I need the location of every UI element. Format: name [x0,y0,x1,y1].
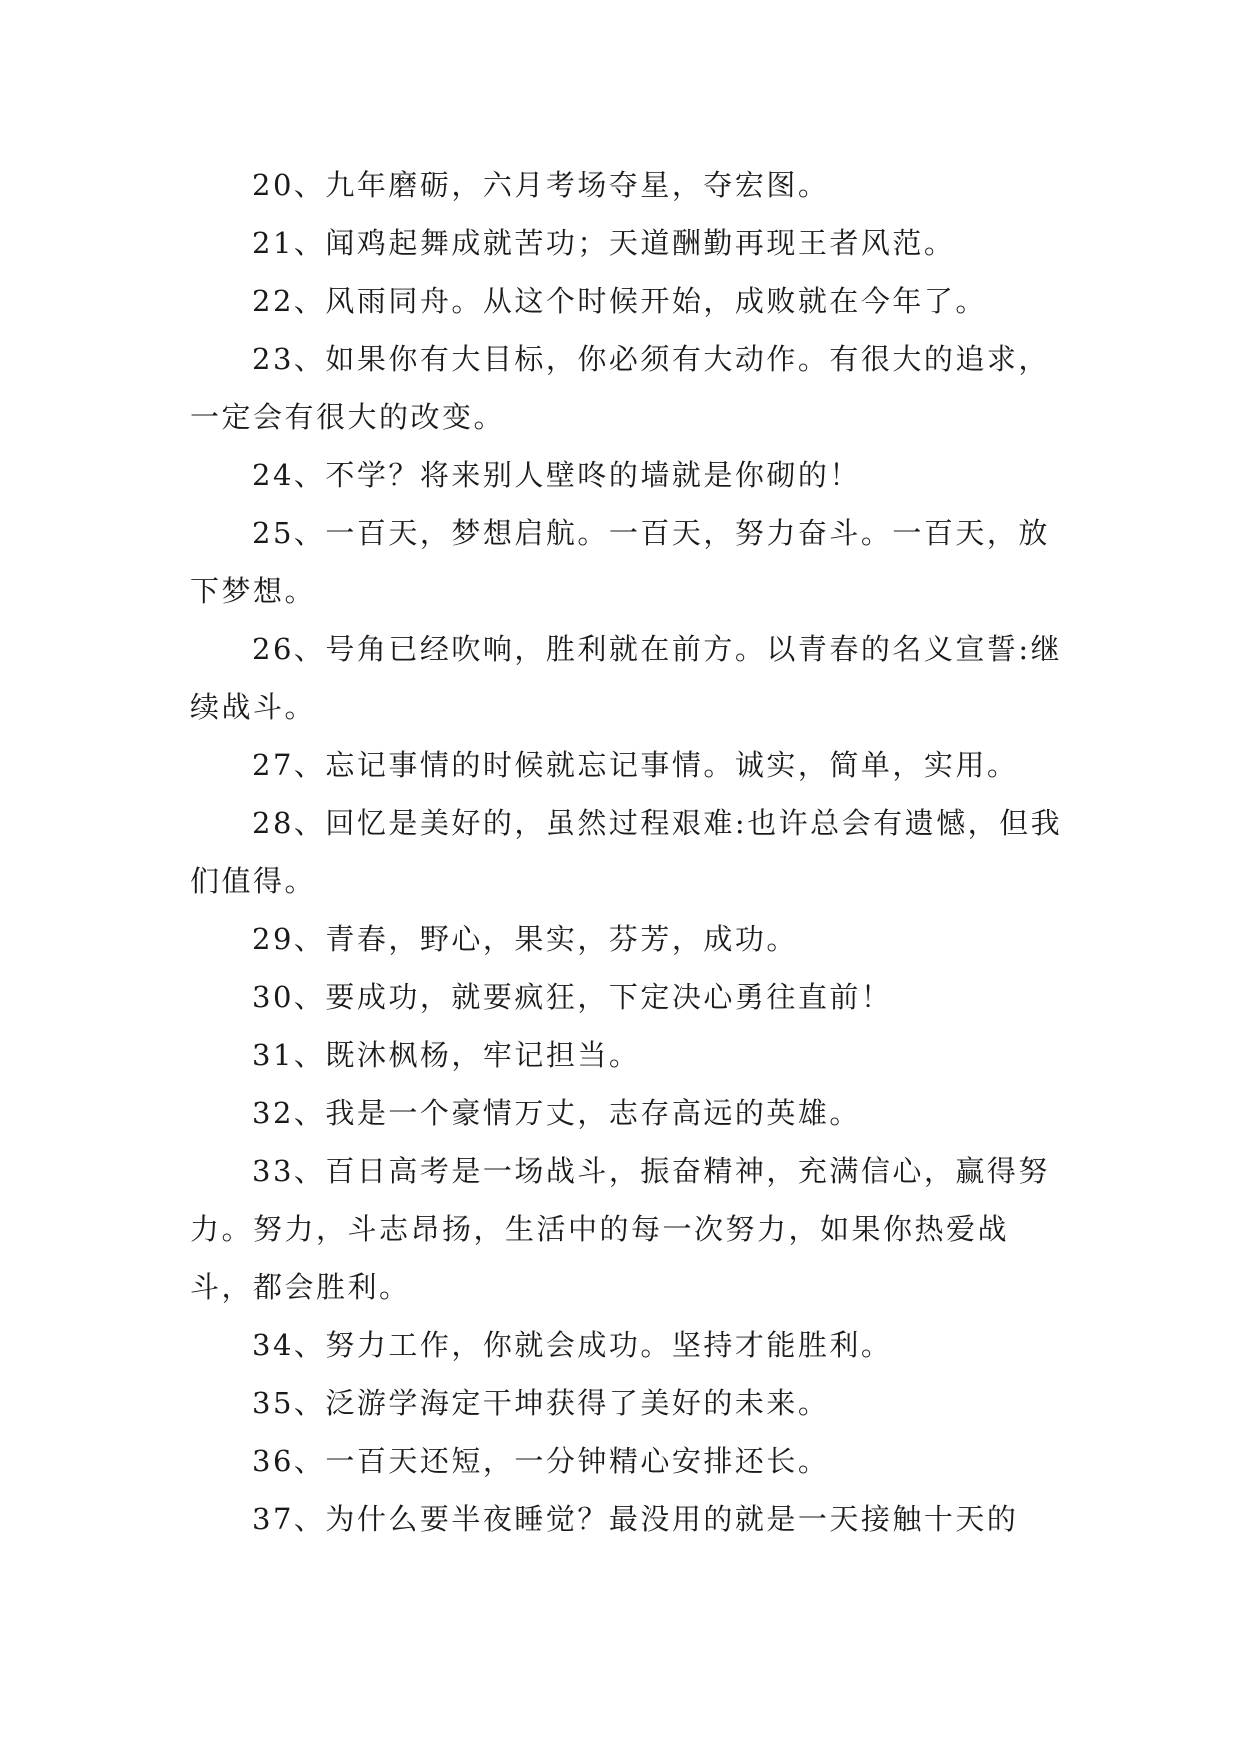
list-item: 35、泛游学海定干坤获得了美好的未来。 [252,1386,830,1420]
list-item: 24、不学？将来别人壁咚的墙就是你砌的！ [252,458,861,492]
list-item: 28、回忆是美好的，虽然过程艰难:也许总会有遗憾，但我们值得。 [190,806,1063,898]
list-item: 37、为什么要半夜睡觉？最没用的就是一天接触十天的 [252,1502,1019,1536]
list-item: 26、号角已经吹响，胜利就在前方。以青春的名义宣誓:继续战斗。 [190,632,1063,724]
list-item: 34、努力工作，你就会成功。坚持才能胜利。 [252,1328,893,1362]
list-item: 27、忘记事情的时候就忘记事情。诚实，简单，实用。 [252,748,1019,782]
list-item: 25、一百天，梦想启航。一百天，努力奋斗。一百天，放下梦想。 [190,516,1050,608]
list-item: 29、青春，野心，果实，芬芳，成功。 [252,922,798,956]
list-item: 36、一百天还短，一分钟精心安排还长。 [252,1444,830,1478]
document-body [190,156,1070,1548]
list-item: 31、既沐枫杨，牢记担当。 [252,1038,641,1072]
list-item: 21、闻鸡起舞成就苦功；天道酬勤再现王者风范。 [252,226,956,260]
list-item: 32、我是一个豪情万丈，志存高远的英雄。 [252,1096,861,1130]
list-item: 23、如果你有大目标，你必须有大动作。有很大的追求，一定会有很大的改变。 [190,342,1050,434]
list-item: 33、百日高考是一场战斗，振奋精神，充满信心，赢得努力。努力，斗志昂扬，生活中的每一次努力，如果你热爱战斗，都会胜利。 [190,1154,1050,1304]
list-item: 22、风雨同舟。从这个时候开始，成败就在今年了。 [252,284,987,318]
list-item: 20、九年磨砺，六月考场夺星，夺宏图。 [252,168,830,202]
list-item: 30、要成功，就要疯狂，下定决心勇往直前！ [252,980,893,1014]
